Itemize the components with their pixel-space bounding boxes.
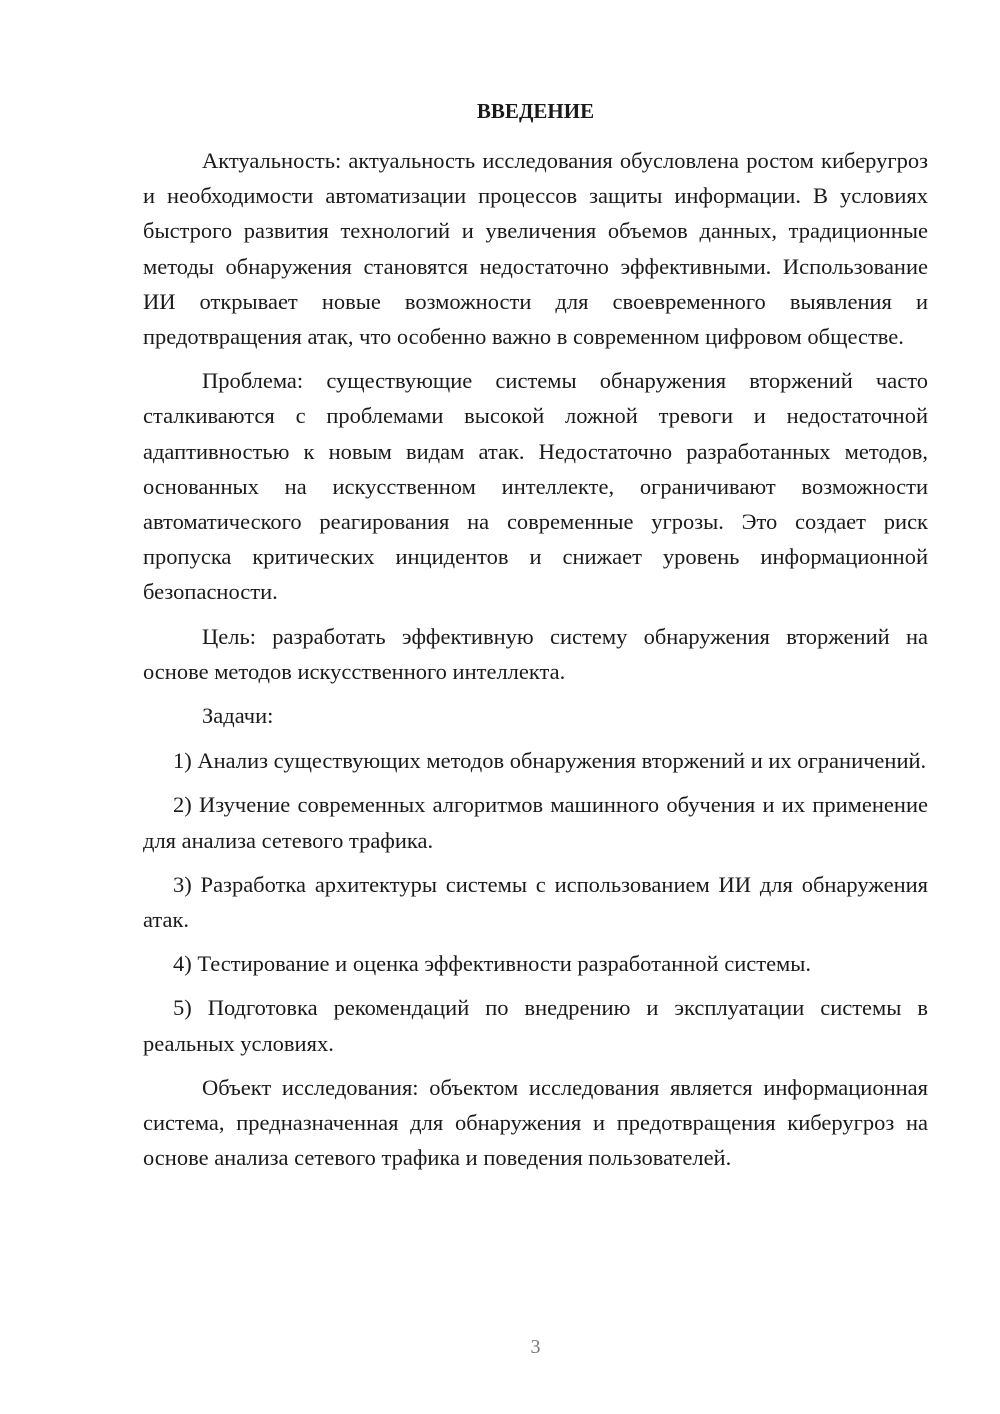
task-item-1: 1) Анализ существующих методов обнаружения вторжений и их ограничений. xyxy=(173,748,927,774)
task-item-2: 2) Изучение современных алгоритмов машинного обучения и их применение для анализа сетевого трафика. xyxy=(143,792,928,853)
tasks-label: Задачи: xyxy=(202,703,274,729)
section-title: ВВЕДЕНИЕ xyxy=(476,99,595,123)
task-item-3: 3) Разработка архитектуры системы с использованием ИИ для обнаружения атак. xyxy=(143,871,928,933)
relevance-paragraph: Актуальность: актуальность исследования обусловлена ростом киберугроз и необходимости автоматизации процессов защиты информации. В условиях быстрого развития технологий и увеличения объемов данных, традиционные методы обнаружения становятся недостаточно эффективными. Использование ИИ открывает новые возможности для своевременного выявления и предотвращения атак, что особенно важно в современном цифровом обществе. xyxy=(143,148,928,350)
page-number: 3 xyxy=(530,1336,541,1358)
document-page xyxy=(143,0,928,1414)
object-paragraph: Объект исследования: объектом исследования является информационная система, предназначенная для обнаружения и предотвращения киберугроз на основе анализа сетевого трафика и поведения пользователей. xyxy=(143,1074,928,1171)
problem-paragraph: Проблема: существующие системы обнаружения вторжений часто сталкиваются с проблемами высокой ложной тревоги и недостаточной адаптивностью к новым видам атак. Недостаточно разработанных методов, основанных на искусственном интеллекте, ограничивают возможности автоматического реагирования на современные угрозы. Это создает риск пропуска критических инцидентов и снижает уровень информационной безопасности. xyxy=(143,368,928,605)
document-body xyxy=(143,143,928,1184)
task-item-5: 5) Подготовка рекомендаций по внедрению и эксплуатации системы в реальных условиях. xyxy=(143,995,928,1056)
task-item-4: 4) Тестирование и оценка эффективности разработанной системы. xyxy=(173,951,812,977)
goal-paragraph: Цель: разработать эффективную систему обнаружения вторжений на основе методов искусственного интеллекта. xyxy=(143,623,928,684)
